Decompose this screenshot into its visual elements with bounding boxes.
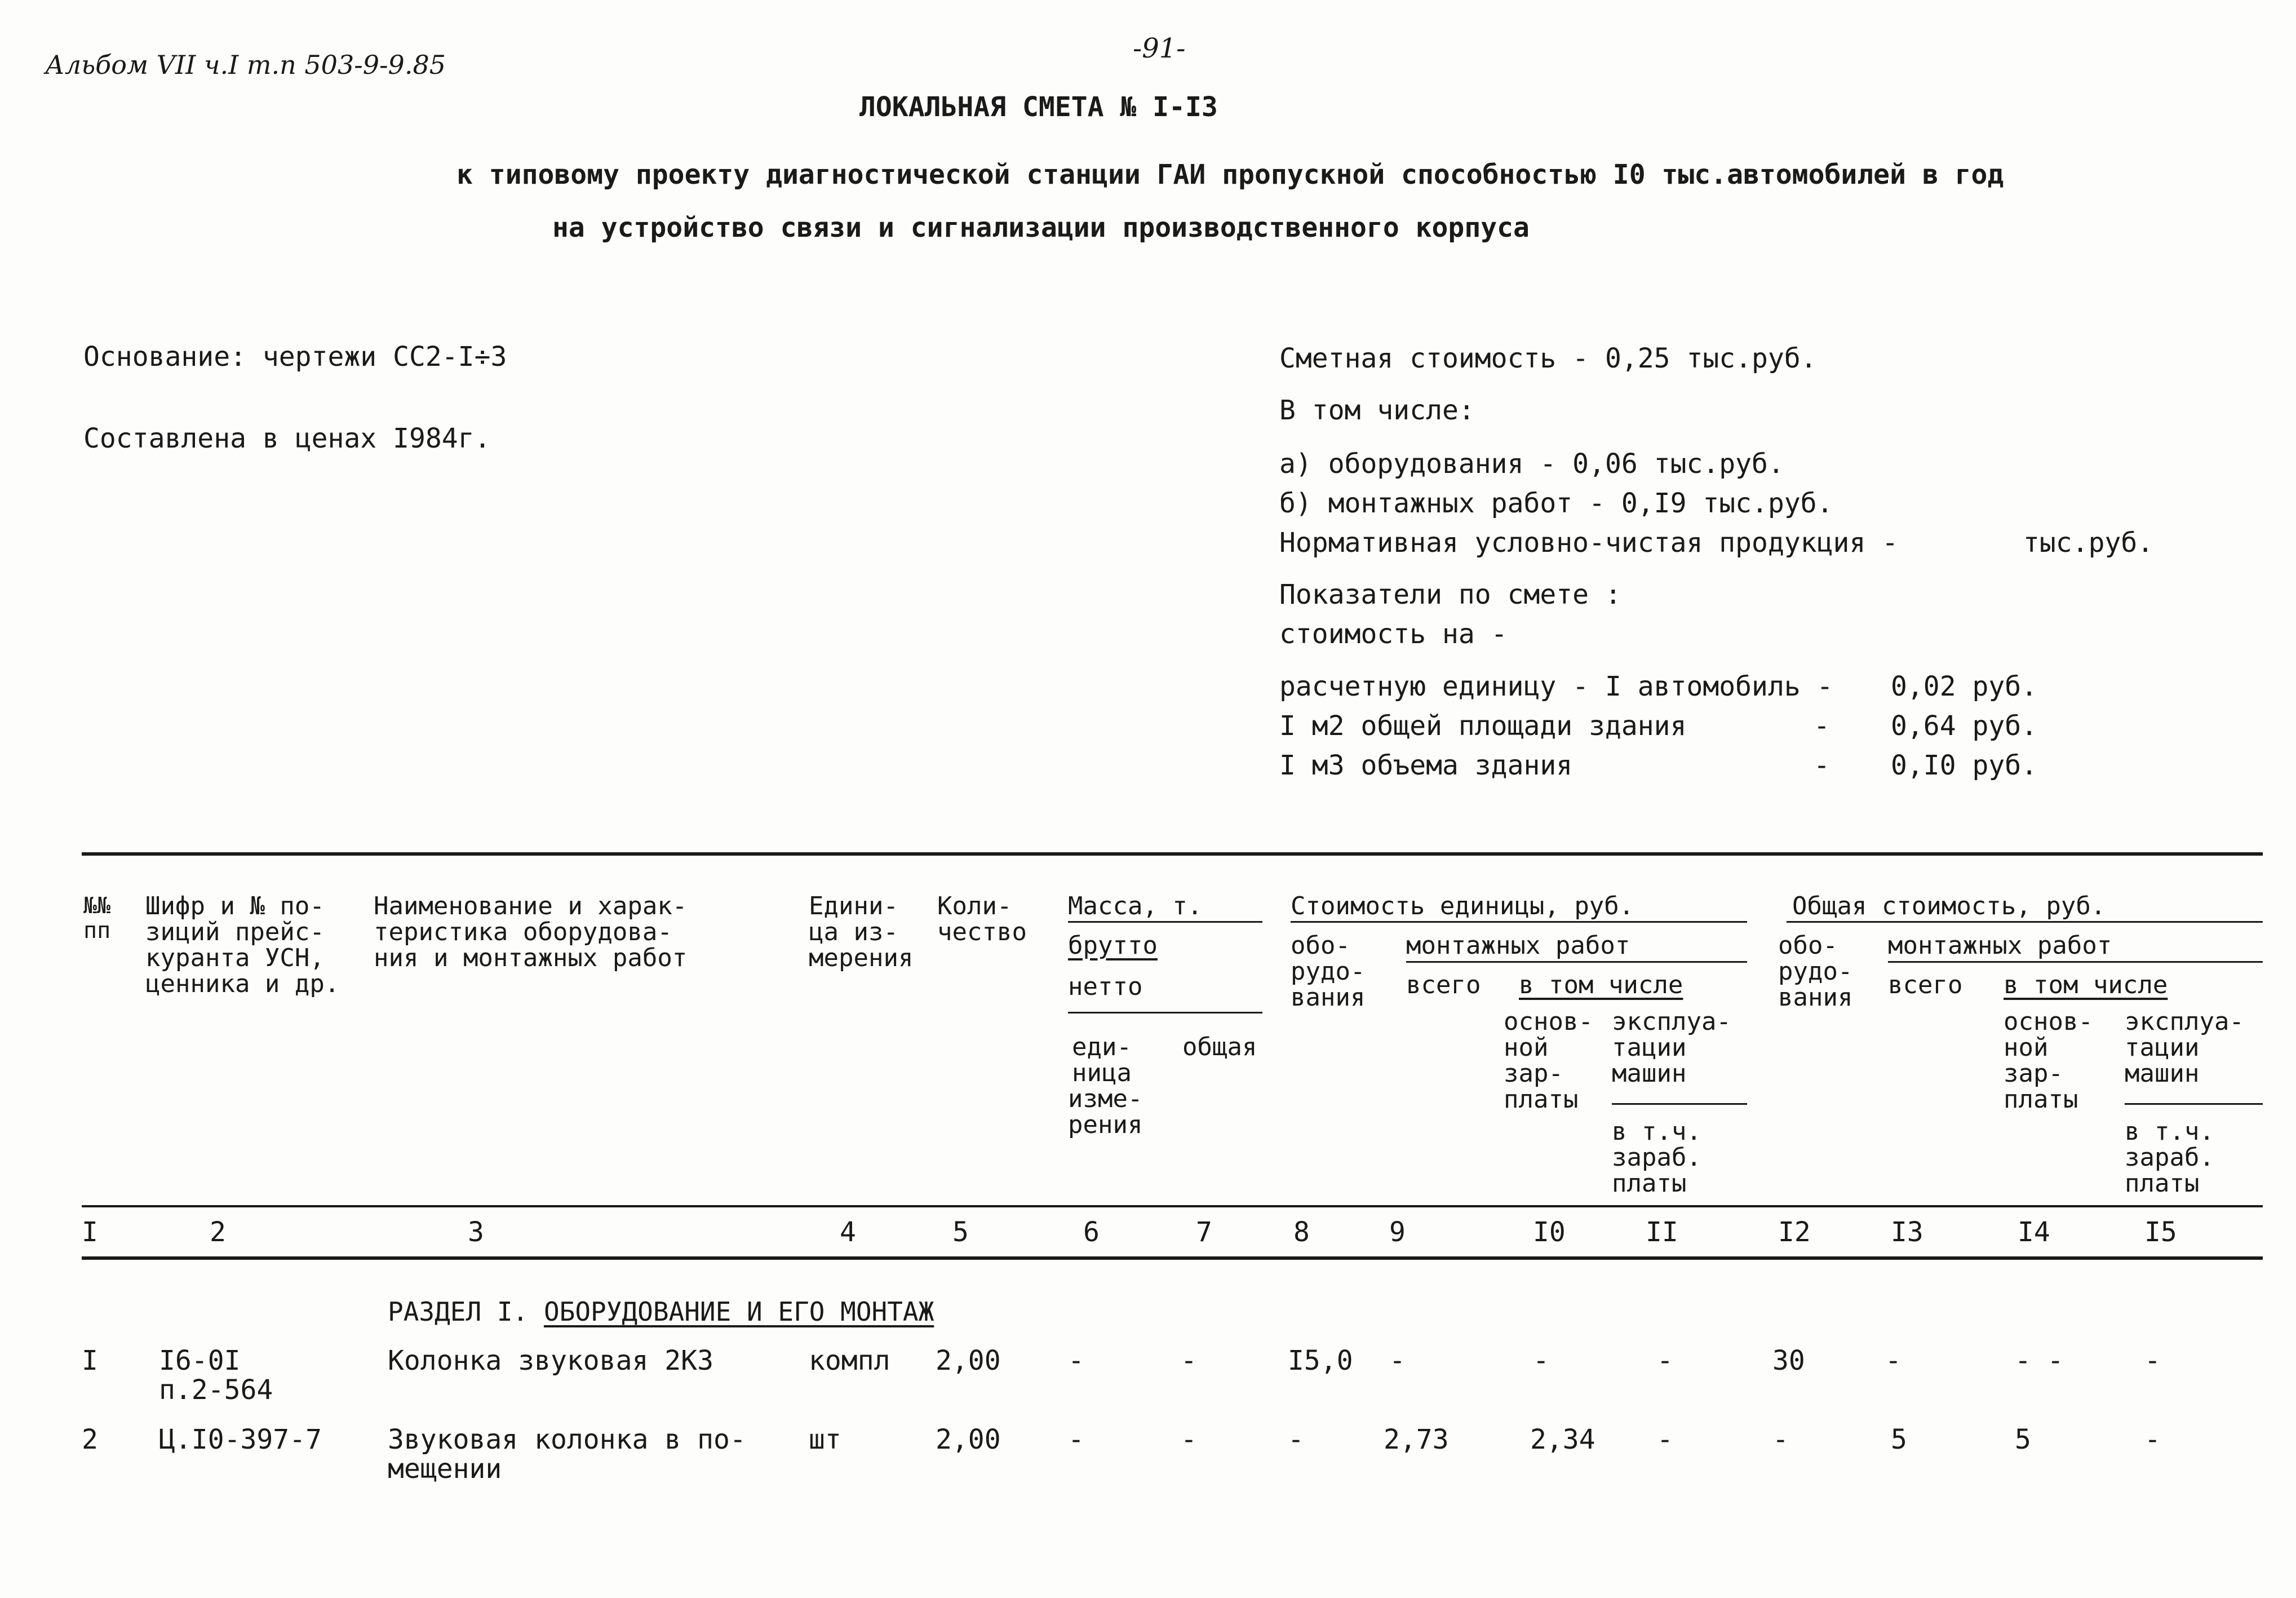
row-c14: - - xyxy=(2015,1345,2064,1376)
page-number: -91- xyxy=(1133,33,1186,64)
column-number: I2 xyxy=(1778,1216,1811,1248)
header-total-cost: Общая стоимость, руб. xyxy=(1792,892,2106,920)
indicator-label: I м3 объема здания xyxy=(1279,750,1573,781)
norm-product-unit: тыс.руб. xyxy=(2023,527,2154,559)
column-number: 4 xyxy=(840,1216,856,1248)
row-c8: I5,0 xyxy=(1288,1345,1353,1376)
row-c9: - xyxy=(1389,1345,1406,1376)
column-number: I xyxy=(82,1216,98,1248)
header-per-unit: еди- ница изме- рения xyxy=(1068,1033,1143,1139)
column-number: I4 xyxy=(2018,1216,2050,1248)
column-number: 6 xyxy=(1083,1216,1100,1248)
header-mach2: эксплуа- тации машин xyxy=(2125,1007,2244,1088)
column-number: 5 xyxy=(952,1216,969,1248)
column-number: 2 xyxy=(210,1216,226,1248)
indicators-label: Показатели по смете : xyxy=(1279,579,1621,610)
header-name: Наименование и харак- теристика оборудова- ния и монтажных работ xyxy=(374,892,688,972)
row-c12: - xyxy=(1772,1424,1789,1455)
row-c11: - xyxy=(1657,1345,1673,1376)
indicator-dash: - xyxy=(1814,750,1830,781)
row-code: Ц.I0-397-7 xyxy=(159,1424,322,1455)
row-c9: 2,73 xyxy=(1384,1424,1449,1455)
indicator-value: 0,I0 руб. xyxy=(1891,750,2038,781)
header-net: нетто xyxy=(1068,972,1143,1001)
mach-underline xyxy=(1612,1103,1747,1105)
row-code: I6-0I п.2-564 xyxy=(159,1345,273,1406)
header-gross: брутто xyxy=(1068,931,1158,960)
header-all2: всего xyxy=(1888,971,1963,999)
column-numbers-rule xyxy=(82,1256,2263,1260)
row-unit: шт xyxy=(809,1424,841,1455)
equipment-cost: а) оборудования - 0,06 тыс.руб. xyxy=(1279,448,1784,480)
header-mount: монтажных работ xyxy=(1406,931,1630,960)
indicator-label: I м2 общей площади здания xyxy=(1279,710,1687,742)
column-number: 8 xyxy=(1293,1216,1310,1248)
column-number: 3 xyxy=(468,1216,484,1248)
header-num: №№ пп xyxy=(83,893,111,944)
header-unit: Едини- ца из- мерения xyxy=(809,892,914,972)
indicator-label: расчетную единицу - I автомобиль - xyxy=(1279,671,1833,702)
row-c14: 5 xyxy=(2015,1424,2031,1455)
mach2-underline xyxy=(2125,1103,2263,1105)
header-total-mass: общая xyxy=(1182,1033,1257,1061)
indicator-value: 0,64 руб. xyxy=(1891,710,2038,742)
document-title: ЛОКАЛЬНАЯ СМЕТА № I-I3 xyxy=(859,91,1218,123)
row-c15: - xyxy=(2144,1345,2161,1376)
norm-product-label: Нормативная условно-чистая продукция - xyxy=(1279,527,1899,559)
row-c7: - xyxy=(1181,1345,1197,1376)
column-number: 9 xyxy=(1389,1216,1406,1248)
net-underline xyxy=(1068,1012,1262,1013)
including-label: В том числе: xyxy=(1279,395,1475,426)
header-equip2: обо- рудо- вания xyxy=(1778,931,1853,1012)
section-prefix: РАЗДЕЛ I. xyxy=(388,1296,529,1327)
album-note: Альбом VII ч.I т.п 503-9-9.85 xyxy=(45,50,446,80)
row-c13: 5 xyxy=(1891,1424,1907,1455)
header-base2: основ- ной зар- платы xyxy=(2004,1007,2093,1114)
header-mach: эксплуа- тации машин xyxy=(1612,1007,1731,1088)
row-c6: - xyxy=(1068,1424,1084,1455)
row-c12: 30 xyxy=(1772,1345,1805,1376)
header-incl2: в том числе xyxy=(2004,971,2168,999)
row-name: Звуковая колонка в по- мещении xyxy=(388,1424,746,1485)
row-c13: - xyxy=(1885,1345,1901,1376)
row-c8: - xyxy=(1288,1424,1304,1455)
row-qty: 2,00 xyxy=(936,1424,1001,1455)
indicator-value: 0,02 руб. xyxy=(1891,671,2038,702)
header-base: основ- ной зар- платы xyxy=(1504,1007,1593,1114)
column-number: I3 xyxy=(1891,1216,1923,1248)
row-number: 2 xyxy=(82,1424,98,1455)
estimate-cost: Сметная стоимость - 0,25 тыс.руб. xyxy=(1279,343,1817,374)
header-mass: Масса, т. xyxy=(1068,892,1203,920)
unit-cost-underline xyxy=(1291,921,1747,923)
header-all: всего xyxy=(1406,971,1481,999)
mount-underline xyxy=(1406,961,1747,963)
row-c7: - xyxy=(1181,1424,1197,1455)
column-number: I5 xyxy=(2144,1216,2177,1248)
row-c6: - xyxy=(1068,1345,1084,1376)
table-top-rule xyxy=(82,852,2263,856)
header-unit-cost: Стоимость единицы, руб. xyxy=(1291,892,1634,920)
column-number: II xyxy=(1646,1216,1678,1248)
works-cost: б) монтажных работ - 0,I9 тыс.руб. xyxy=(1279,488,1833,519)
row-c10: - xyxy=(1533,1345,1549,1376)
cost-per-label: стоимость на - xyxy=(1279,618,1508,650)
header-code: Шифр и № по- зиций прейс- куранта УСН, ценника и др. xyxy=(145,892,340,998)
header-incl: в том числе xyxy=(1519,971,1683,999)
mount2-underline xyxy=(1888,961,2263,963)
basis-line: Основание: чертежи СС2-I÷3 xyxy=(83,341,507,373)
row-name: Колонка звуковая 2К3 xyxy=(388,1345,713,1376)
section-heading xyxy=(388,1296,934,1327)
prices-line: Составлена в ценах I984г. xyxy=(83,423,491,454)
header-qty: Коли- чество xyxy=(937,892,1027,946)
column-number: 7 xyxy=(1196,1216,1212,1248)
mass-underline xyxy=(1068,921,1262,923)
document-subtitle-1: к типовому проекту диагностической станции ГАИ пропускной способностью I0 тыс.автомобилей в год xyxy=(456,159,2004,191)
document-subtitle-2: на устройство связи и сигнализации производственного корпуса xyxy=(552,212,1530,244)
header-equip: обо- рудо- вания xyxy=(1291,931,1366,1012)
row-c15: - xyxy=(2144,1424,2161,1455)
header-mount2: монтажных работ xyxy=(1888,931,2112,960)
row-c10: 2,34 xyxy=(1530,1424,1595,1455)
total-cost-underline xyxy=(1787,921,2263,923)
column-number: I0 xyxy=(1533,1216,1566,1248)
header-wage2: в т.ч. зараб. платы xyxy=(2125,1117,2214,1198)
section-title: ОБОРУДОВАНИЕ И ЕГО МОНТАЖ xyxy=(543,1296,934,1327)
row-unit: компл xyxy=(809,1345,890,1376)
row-qty: 2,00 xyxy=(936,1345,1001,1376)
indicator-dash: - xyxy=(1814,710,1830,742)
row-number: I xyxy=(82,1345,98,1376)
row-c11: - xyxy=(1657,1424,1673,1455)
header-bottom-rule xyxy=(82,1205,2263,1207)
header-wage: в т.ч. зараб. платы xyxy=(1612,1117,1701,1198)
